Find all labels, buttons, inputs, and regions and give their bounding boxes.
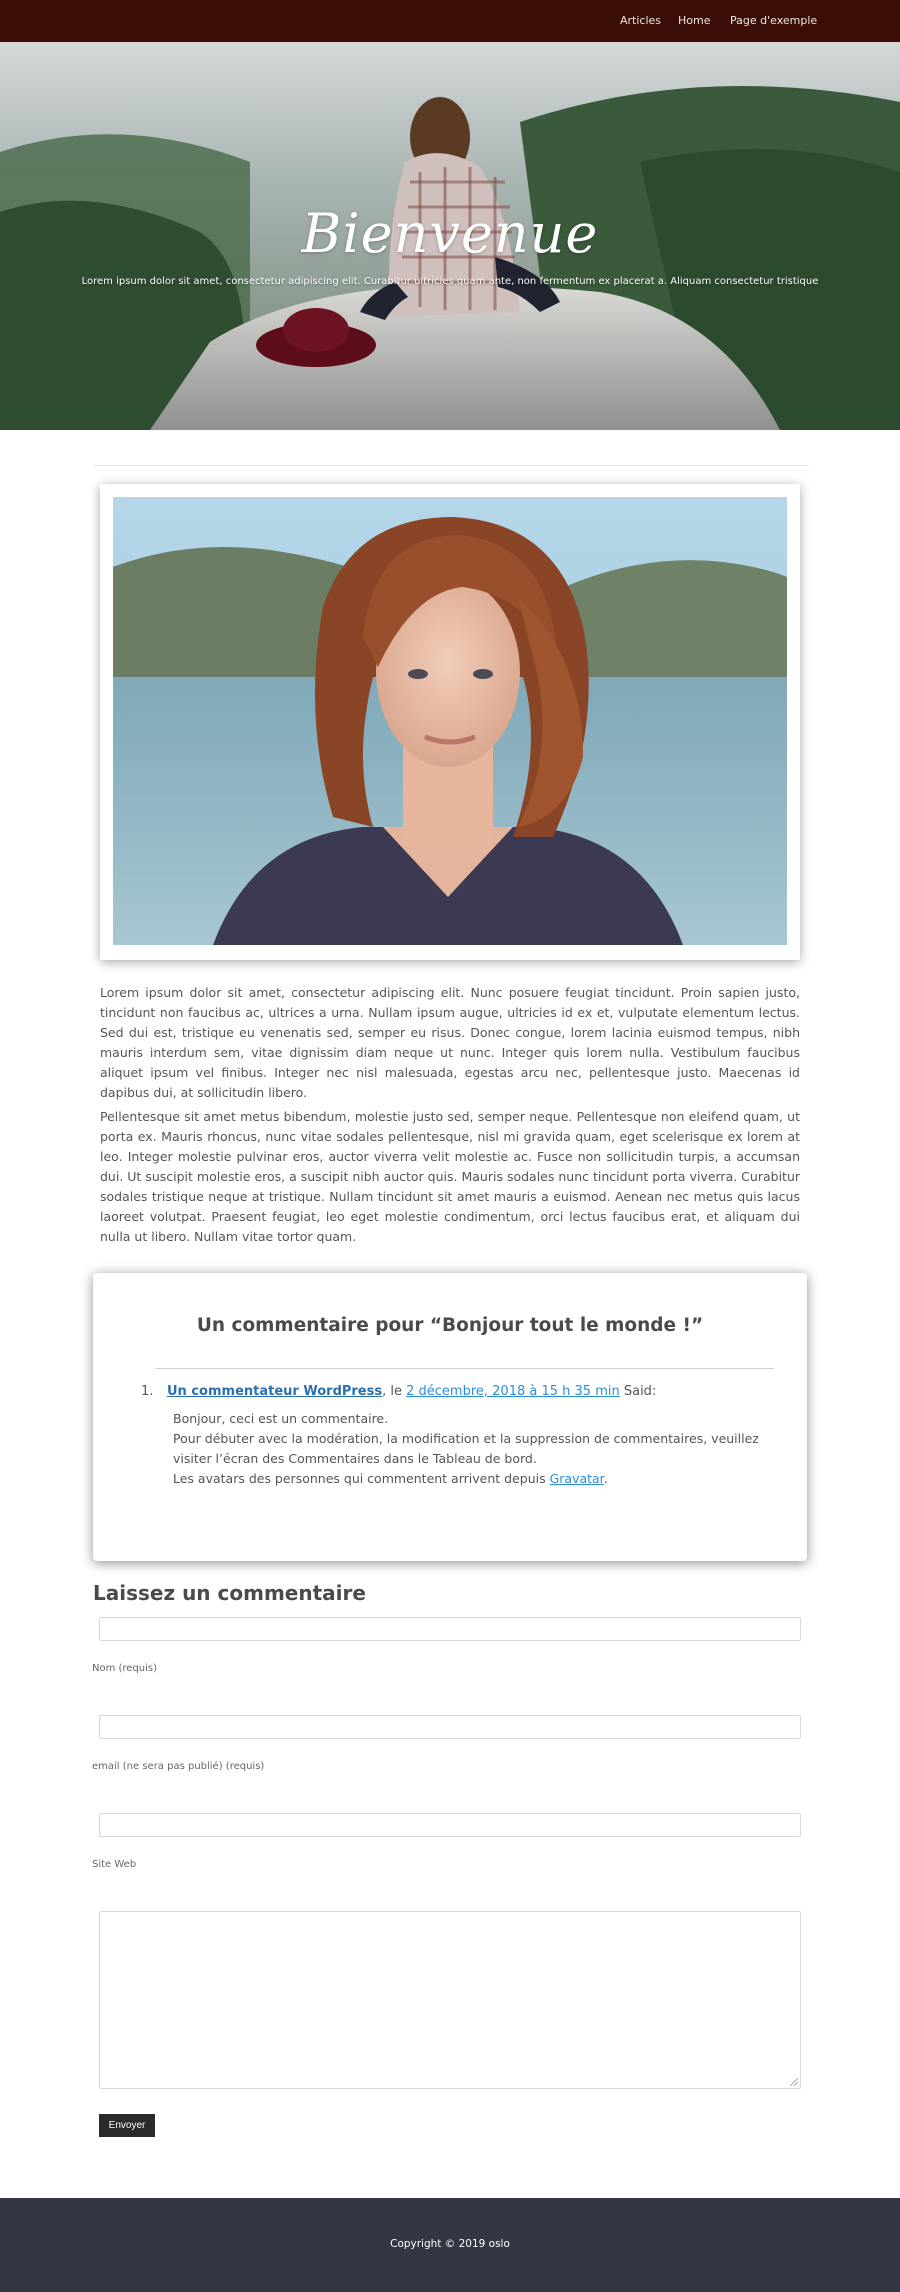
name-field[interactable] [99,1617,801,1641]
website-field-label: Site Web [92,1859,137,1870]
hero-title: Bienvenue [301,202,599,265]
comment-body [173,1409,773,1489]
resize-handle-icon[interactable] [790,2078,798,2086]
featured-image-frame [100,484,800,960]
post-paragraph: Lorem ipsum dolor sit amet, consectetur adipiscing elit. Nunc posuere feugiat tincidunt. Proin sapien justo, tincidunt non faucibus ac, ultrices a urna. Nullam ipsum augue, ultricies id ex et, vulputate elementum lectus. Sed dui est, tristique eu venenatis sed, semper eu risus. Donec congue, lorem lacinia euismod tempus, nibh mauris interdum sem, vitae dignissim diam neque ut nunc. Integer quis lorem nulla. Vestibulum faucibus aliquet ipsum vel finibus. Integer nec nisl malesuada, egestas arcu nec, pellentesque justo. Maecenas id dapibus dui, at sollicitudin libero. [100,985,800,1100]
top-navigation [0,0,900,42]
comment-date-link[interactable]: 2 décembre, 2018 à 15 h 35 min [406,1384,620,1399]
comment-author-link[interactable]: Un commentateur WordPress [167,1384,383,1399]
comment-textarea[interactable] [99,1911,801,2089]
nav-item-sample-page[interactable]: Page d'exemple [730,14,818,27]
comments-section [93,1273,807,1561]
email-field[interactable] [99,1715,801,1739]
comment-number: 1. [141,1384,154,1399]
email-field-label: email (ne sera pas publié) (requis) [92,1761,265,1772]
comment-separator: , le [382,1384,407,1399]
name-field-label: Nom (requis) [92,1663,158,1674]
nav-item-articles[interactable]: Articles [620,14,662,27]
comment-line: Bonjour, ceci est un commentaire. [173,1411,389,1426]
divider [93,465,809,466]
featured-image [113,497,787,945]
comment-line-end: . [603,1471,608,1486]
comment-line: Pour débuter avec la modération, la modification et la suppression de commentaires, veuillez visiter l’écran des Commentaires dans le Tableau de bord. [173,1431,759,1466]
comment-line [173,1469,773,1489]
footer-copyright: Copyright © 2019 oslo [390,2238,510,2250]
nav-item-home[interactable]: Home [678,14,711,27]
hero-banner [0,42,900,430]
hero-subtitle: Lorem ipsum dolor sit amet, consectetur adipiscing elit. Curabitur ultricies quam ante, non fermentum ex placerat a. Aliquam consectetur tristique [81,276,819,287]
post-paragraph: Pellentesque sit amet metus bibendum, molestie justo sed, semper neque. Pellentesque non eleifend quam, ut porta ex. Mauris rhoncus, nunc vitae sodales pellentesque, nisl mi gravida quam, eget scelerisque ex lorem at leo. Integer molestie pulvinar eros, auctor viverra velit molestie ac. Fusce non sollicitudin turpis, a accumsan dui. Ut suscipit molestie eros, a suscipit nibh auctor quis. Mauris sodales nunc tincidunt porta viverra. Curabitur sodales tristique neque at tristique. Nullam tincidunt sit amet mauris a euismod. Aenean nec metus quis lacus laoreet volutpat. Praesent feugiat, leo eget molestie condimentum, orci lectus faucibus erat, et aliquam dui nulla ut libero. Nullam vitae tortor quam. [100,1109,800,1244]
comment-meta [167,1384,656,1399]
comments-title: Un commentaire pour “Bonjour tout le monde !” [196,1315,704,1336]
footer [0,2198,900,2292]
divider [155,1368,774,1369]
reply-form-title: Laissez un commentaire [93,1581,366,1605]
gravatar-link[interactable]: Gravatar [549,1471,604,1486]
comment-line-text: Les avatars des personnes qui commentent arrivent depuis [173,1471,550,1486]
comment-said: Said: [619,1384,657,1399]
website-field[interactable] [99,1813,801,1837]
submit-button[interactable]: Envoyer [99,2114,155,2137]
